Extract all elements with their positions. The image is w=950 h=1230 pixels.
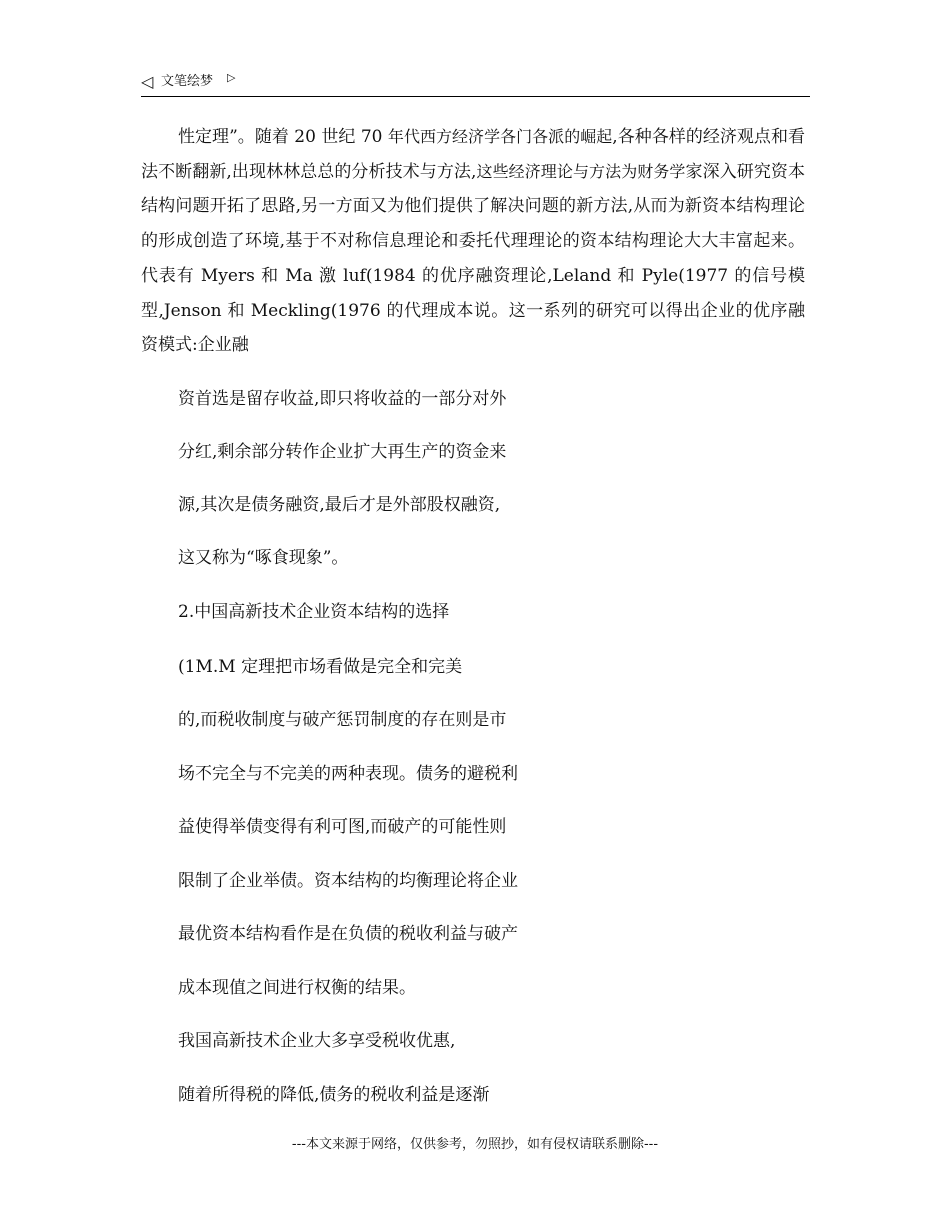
text-line: 随着所得税的降低,债务的税收利益是逐渐 [178, 1085, 490, 1105]
paragraph-run-1: 性定理”。随着 20 世纪 70 [178, 127, 388, 147]
paragraph-run-2: 年代西方经济学各门各派的崛起 [387, 127, 613, 146]
text-line: 的,而税收制度与破产惩罚制度的存在则是市 [178, 710, 507, 730]
right-triangle-icon: ▷ [227, 71, 236, 84]
text-line: 限制了企业举债。资本结构的均衡理论将企业 [178, 871, 518, 891]
page-header [141, 70, 810, 97]
paragraph-run-4: 这些经济理论与方法为财务学 [476, 161, 686, 181]
paragraph-run-3: ,各种各样的经济观点和看法不断翻新,出现林林总总的分析技术与方法, [141, 127, 805, 182]
paragraph-run-5: 家深入研究资本结构问题开拓了思路,另一方面又为他们提供了解决问题的新方法,从而为新资本结构理论的形成创造了环境,基于不对称信息理论和委托代理理论的资本结构理论大大丰富起来。代表有 Myers 和 Ma 激 luf(1984 的优序融资理论,Leland 和 Pyle(1977 的信号模型,Jenson 和 Meckling(1976 的代理成本说。这一系列的研究可以得出企业的优序融资模式:企业融 [141, 161, 806, 356]
text-line: 成本现值之间进行权衡的结果。 [178, 978, 416, 998]
body-paragraph [141, 120, 805, 363]
text-line: 这又称为“啄食现象”。 [178, 548, 349, 568]
text-line: 最优资本结构看作是在负债的税收利益与破产 [178, 924, 518, 944]
left-triangle-icon: ◁ [141, 72, 154, 91]
text-line: 益使得举债变得有利可图,而破产的可能性则 [178, 817, 507, 837]
text-line: 资首选是留存收益,即只将收益的一部分对外 [178, 389, 507, 409]
page-footer: ---本文来源于网络，仅供参考，勿照抄，如有侵权请联系删除--- [291, 1137, 659, 1152]
text-line: 场不完全与不完美的两种表现。债务的避税利 [178, 764, 518, 784]
text-line: 分红,剩余部分转作企业扩大再生产的资金来 [178, 442, 507, 462]
text-line: 源,其次是债务融资,最后才是外部股权融资, [178, 495, 501, 515]
text-line: 我国高新技术企业大多享受税收优惠, [178, 1031, 456, 1051]
section-heading: 2.中国高新技术企业资本结构的选择 [178, 602, 450, 622]
text-line: (1M.M 定理把市场看做是完全和完美 [178, 657, 463, 677]
header-title: 文笔绘梦 [161, 74, 214, 89]
